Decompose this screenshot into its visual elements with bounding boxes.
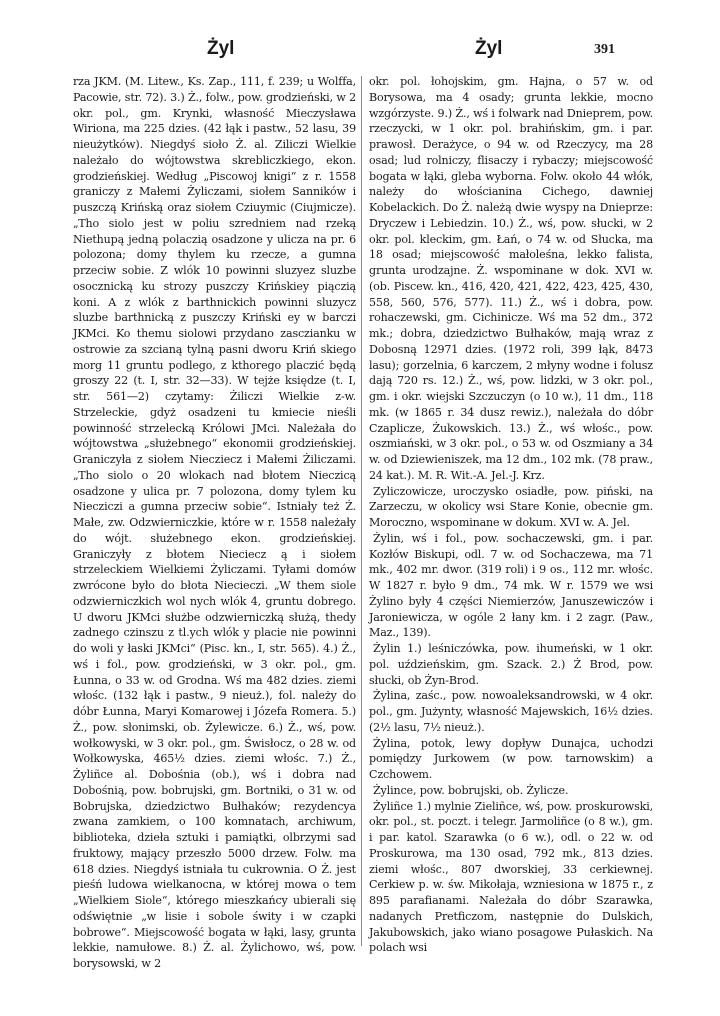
- column-divider: [361, 76, 362, 946]
- left-paragraph: rza JKM. (M. Litew., Ks. Zap., 111, f. 239; u Wolffa, Pacowie, str. 72). 3.) Ż., folw., pow. grodzieński, w 2 okr. pol., gm. Krynki, własność Mieczysława Wiriona, ma 225 dzies. (42 łąk i pastw., 52 lasu, 39 nieużytków). Niegdyś sioło Ż. al. Ziliczi Wielkie należało do wójtowstwa skrebliczkiego, ekon. grodzieńskiej. Według „Piscowoj knigi“ z r. 1558 graniczy z Małemi Żyliczami, siołem Sanników i puszczą Krińską oraz siołem Cziuymic (Ciujmicze). „Tho siolo jest w poliu szredniem nad rzeką Niethupą jedną polaczią osadzone y ulicza na pr. 6 polozona; domy thylem ku rzecze, a gumna przeciw sobie. Z wlók 10 powinni sluzyez sluzbe osocznicką ku strozy puszczy Krińskiey piączią koni. A z wlók z barthnickich powinni sluzycz sluzbe barthnicką z puszczy Kriński ey w barczi JKMci. Ko themu siolowi przydano zasczianku w ostrowie za szcianą tylną pasni dworu Kriń skiego morg 11 gruntu podlego, z kthorego placzić będą groszy 22 (t. I, str. 32—33). W tejże księdze (t. I, str. 561—2) czytamy: Żiliczi Wielkie z-w. Strzeleckie, gdyż osadzeni tu kmiecie nieśli powinność strzelecką Królowi JMci. Należała do wójtowstwa „służebnego“ ekonomii grodzieńskiej. Graniczyła z siołem Niecziecz i Małemi Żiliczami. „Tho siolo o 20 wlokach nad błotem Nieczicą osadzone y ulica pr. 7 polozona, domy tylem ku Niecziczi a gumna przeciw sobie“. Istniały też Ż. Małe, zw. Odzwierniczkie, które w r. 1558 należały do wójt. służebnego ekon. grodzieńskiej. Graniczyły z błotem Nieciecz ą i siołem strzeleckiem Wielkiemi Żyliczami. Tyłami domów zwrócone było do błota Niecieczi. „W them siole odzwierniczkich wol nych wlók 4, gruntu dobrego. U dworu JKMci służbe odzwierniczką służą, thedy zadnego czinszu z tl.ych wlók y placie nie powinni do woli y łaski JKMci“ (Pisc. kn., I, str. 565). 4.) Ż., wś i fol., pow. grodzieński, w 3 okr. pol., gm. Łunna, o 33 w. od Grodna. Wś ma 482 dzies. ziemi włośc. (132 łąk i pastw., 9 nieuż.), fol. należy do dóbr Łunna, Maryi Komarowej i Józefa Romera. 5.) Ż., pow. słonimski, ob. Żylewicze. 6.) Ż., wś, pow. wołkowyski, w 3 okr. pol., gm. Świsłocz, o 28 w. od Wołkowyska, 465½ dzies. ziemi włośc. 7.) Ż., Żyliñce al. Dobośnia (ob.), wś i dobra nad Dobośnią, pow. bobrujski, gm. Bortniki, o 31 w. od Bobrujska, dziedzictwo Bułhaków; rezydencya zwana zamkiem, o 100 komnatach, archiwum, biblioteka, dzieła sztuki i pamiątki, olbrzymi sad fruktowy, mający przeszło 5000 drzew. Folw. ma 618 dzies. Niegdyś istniała tu cukrownia. O Ż. jest pieśń ludowa wielkanocna, w której mowa o tem „Wielkiem Siole“, którego mieszkańcy ubierali się odświętnie „w lisie i sobole świty i w czapki bobrowe“. Miejscowość bogata w łąki, lasy, grunta lekkie, namułowe. 8.) Ż. al. Żylichowo, wś, pow. borysowski, w 2: [73, 75, 356, 970]
- right-column: [369, 74, 653, 956]
- header-left-word: Żyl: [207, 38, 235, 59]
- page-number: 391: [594, 42, 615, 57]
- entry-zylince: Żylince, pow. bobrujski, ob. Żylicze.: [373, 783, 569, 797]
- left-column: [73, 74, 356, 972]
- entry-zylince-2: Żyliñce 1.) mylnie Zieliñce, wś, pow. proskurowski, okr. pol., st. poczt. i telegr. Jarmoliñce (o 8 w.), gm. i par. katol. Szarawka (o 6 w.), odl. o 22 w. od Proskurowa, ma 130 osad, 792 mk., 813 dzies. ziemi włośc., 807 dworskiej, 33 cerkiewnej. Cerkiew p. w. św. Mikołaja, wzniesiona w 1875 r., z 895 parafianami. Należała do dóbr Szarawka, nadanych Pretficzom, następnie do Dulskich, Jakubowskich, jako wiano posagowe Pułaskich. Na polach wsi: [369, 799, 653, 955]
- entry-zylin-1: Żylin, wś i fol., pow. sochaczewski, gm. i par. Kozłów Biskupi, odl. 7 w. od Sochaczewa, ma 71 mk., 402 mr. dwor. (319 roli) i 9 os., 112 mr. włośc. W 1827 r. było 9 dm., 74 mk. W r. 1579 we wsi Żylino były 4 części Niemierzów, Januszewiczów i Jaroniewicza, w ogóle 2 łany km. i 2 zagr. (Paw., Maz., 139).: [369, 531, 653, 640]
- entry-zylina-2: Żylina, potok, lewy dopływ Dunajca, uchodzi pomiędzy Jurkowem (w pow. tarnowskim) a Czchowem.: [369, 736, 653, 781]
- entry-zylina-1: Żylina, zaśc., pow. nowoaleksandrowski, w 4 okr. pol., gm. Jużynty, własność Majewskich, 16½ dzies. (2½ lasu, 7½ nieuż.).: [369, 689, 653, 734]
- entry-zylin-2: Żylin 1.) leśniczówka, pow. ihumeński, w 1 okr. pol. uździeńskim, gm. Szack. 2.) Ż Brod, pow. słucki, ob Żyn-Brod.: [369, 642, 653, 687]
- header-right-word: Żyl: [475, 38, 503, 59]
- right-paragraph: okr. pol. łohojskim, gm. Hajna, o 57 w. od Borysowa, ma 4 osady; grunta lekkie, mocno wzgórzyste. 9.) Ż., wś i folwark nad Dnieprem, pow. rzeczycki, w 1 okr. pol. brahińskim, gm. i par. prawosł. Derażyce, o 94 w. od Rzeczycy, ma 28 osad; lud rolniczy, flisaczy i rybaczy; miejscowość bogata w łąki, gleba wyborna. Folw. około 44 włók, należy do włościanina Cichego, dawniej Kobelackich. Do Ż. należą dwie wyspy na Dnieprze: Dryczew i Lebiedzin. 10.) Ż., wś, pow. słucki, w 2 okr. pol. kleckim, gm. Łań, o 74 w. od Słucka, ma 18 osad; miejscowość małoleśna, lekko falista, grunta urodzajne. Ż. wspominane w dok. XVI w. (ob. Piscew. kn., 416, 420, 421, 422, 423, 425, 430, 558, 560, 576, 577). 11.) Ż., wś i dobra, pow. rohaczewski, gm. Cichinicze. Wś ma 52 dm., 372 mk.; dobra, dziedzictwo Bułhaków, mają wraz z Dobosną 12971 dzies. (1972 roli, 399 łąk, 8473 lasu); gorzelnia, 6 karczem, 2 młyny wodne i folusz dają 720 rs. 12.) Ż., wś, pow. lidzki, w 3 okr. pol., gm. i okr. wiejski Szczuczyn (o 10 w.), 11 dm., 118 mk. (w 1865 r. 34 dusz rewiz.), należała do dóbr Czaplicze, Żukowskich. 13.) Ż., wś włośc., pow. oszmiański, w 3 okr. pol., o 53 w. od Oszmiany a 34 w. od Dziewieniszek, ma 12 dm., 102 mk. (78 praw., 24 kat.). M. R. Wit.-A. Jel.-J. Krz.: [369, 75, 653, 482]
- entry-zyliczowicze: Zyliczowicze, uroczysko osiadłe, pow. piński, na Zarzeczu, w okolicy wsi Stare Konie, obecnie gm. Moroczno, wspominane w dokum. XVI w. A. Jel.: [369, 484, 653, 529]
- page-header: [0, 34, 720, 64]
